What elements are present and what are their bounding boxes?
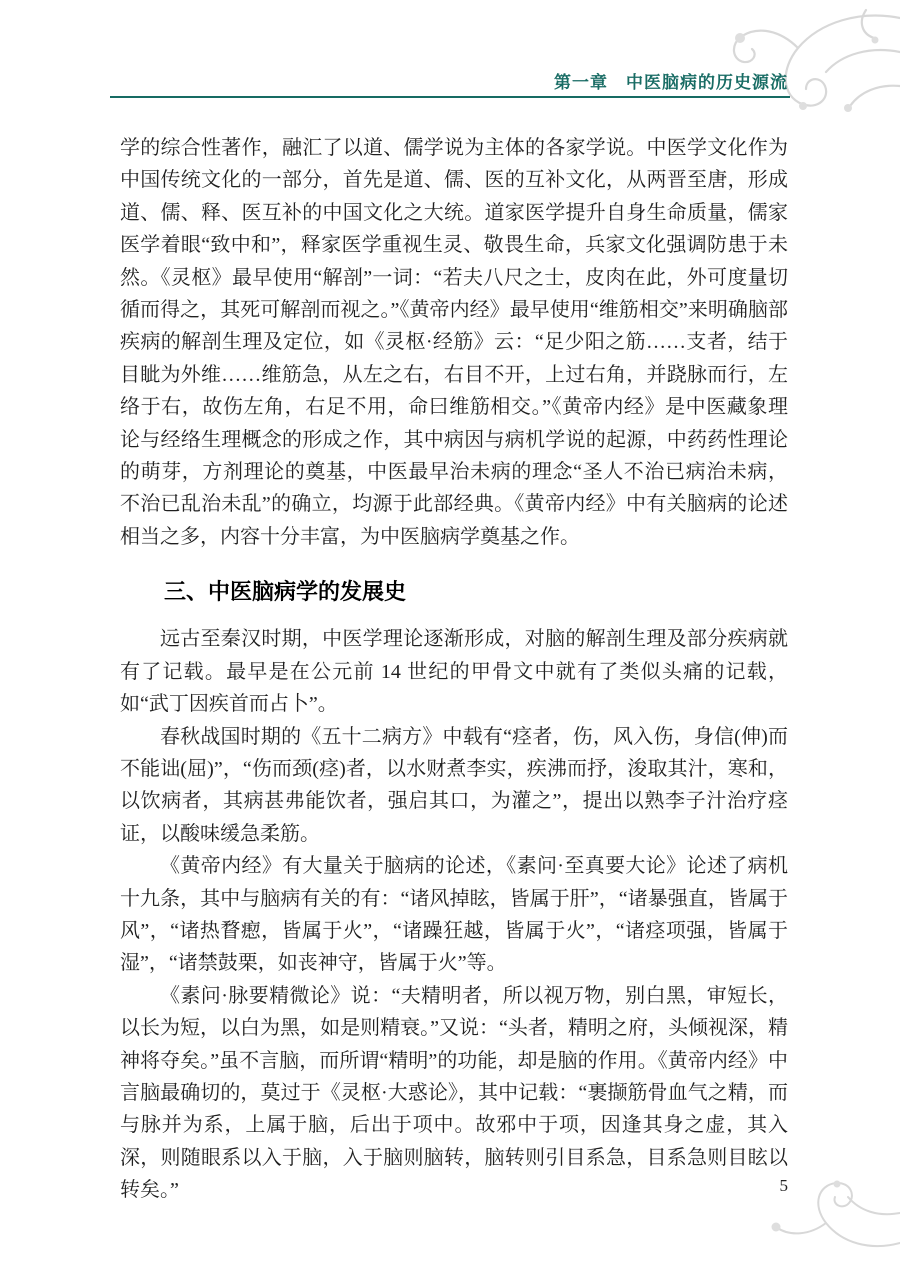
header-rule [110,96,790,98]
section-heading: 三、中医脑病学的发展史 [164,579,407,605]
paragraph: 《素问·脉要精微论》说：“夫精明者，所以视万物，别白黑，审短长，以长为短，以白为黑，如是则精衰。”又说：“头者，精明之府，头倾视深，精神将夺矣。”虽不言脑，而所谓“精明”的功能，却是脑的作用。《黄帝内经》中言脑最确切的，莫过于《灵枢·大惑论》，其中记载：“裹撷筋骨血气之精，而与脉并为系，上属于脑，后出于项中。故邪中于项，因逢其身之虚，其入深，则随眼系以入于脑，入于脑则脑转，脑转则引目系急，目系急则目眩以转矣。” [120,984,788,1202]
page-number: 5 [779,1176,788,1195]
page-content [120,132,788,1207]
paragraph: 《黄帝内经》有大量关于脑病的论述，《素问·至真要大论》论述了病机十九条，其中与脑病有关的有：“诸风掉眩，皆属于肝”，“诸暴强直，皆属于风”，“诸热瞀瘛，皆属于火”，“诸躁狂越，皆属于火”，“诸痉项强，皆属于湿”，“诸禁鼓栗，如丧神守，皆属于火”等。 [120,855,788,975]
paragraph: 远古至秦汉时期，中医学理论逐渐形成，对脑的解剖生理及部分疾病就有了记载。最早是在公元前 14 世纪的甲骨文中就有了类似头痛的记载，如“武丁因疾首而占卜”。 [120,628,788,716]
chapter-running-head: 第一章 中医脑病的历史源流 [554,73,788,92]
paragraph: 春秋战国时期的《五十二病方》中载有“痉者，伤，风入伤，身信(伸)而不能诎(屈)”，“伤而颈(痉)者，以水财煮李实，疾沸而抒，浚取其汁，寒和，以饮病者，其病甚弗能饮者，强启其口，为灌之”，提出以熟李子汁治疗痉证，以酸味缓急柔筋。 [120,725,788,845]
paragraph-continuation: 学的综合性著作，融汇了以道、儒学说为主体的各家学说。中医学文化作为中国传统文化的一部分，首先是道、儒、医的互补文化，从两晋至唐，形成道、儒、释、医互补的中国文化之大统。道家医学提升自身生命质量，儒家医学着眼“致中和”，释家医学重视生灵、敬畏生命，兵家文化强调防患于未然。《灵枢》最早使用“解剖”一词：“若夫八尺之士，皮肉在此，外可度量切循而得之，其死可解剖而视之。”《黄帝内经》最早使用“维筋相交”来明确脑部疾病的解剖生理及定位，如《灵枢·经筋》云：“足少阳之筋……支者，结于目眦为外维……维筋急，从左之右，右目不开，上过右角，并跷脉而行，左络于右，故伤左角，右足不用，命曰维筋相交。”《黄帝内经》是中医藏象理论与经络生理概念的形成之作，其中病因与病机学说的起源，中药药性理论的萌芽，方剂理论的奠基，中医最早治未病的理念“圣人不治已病治未病，不治已乱治未乱”的确立，均源于此部经典。《黄帝内经》中有关脑病的论述相当之多，内容十分丰富，为中医脑病学奠基之作。 [120,137,788,548]
